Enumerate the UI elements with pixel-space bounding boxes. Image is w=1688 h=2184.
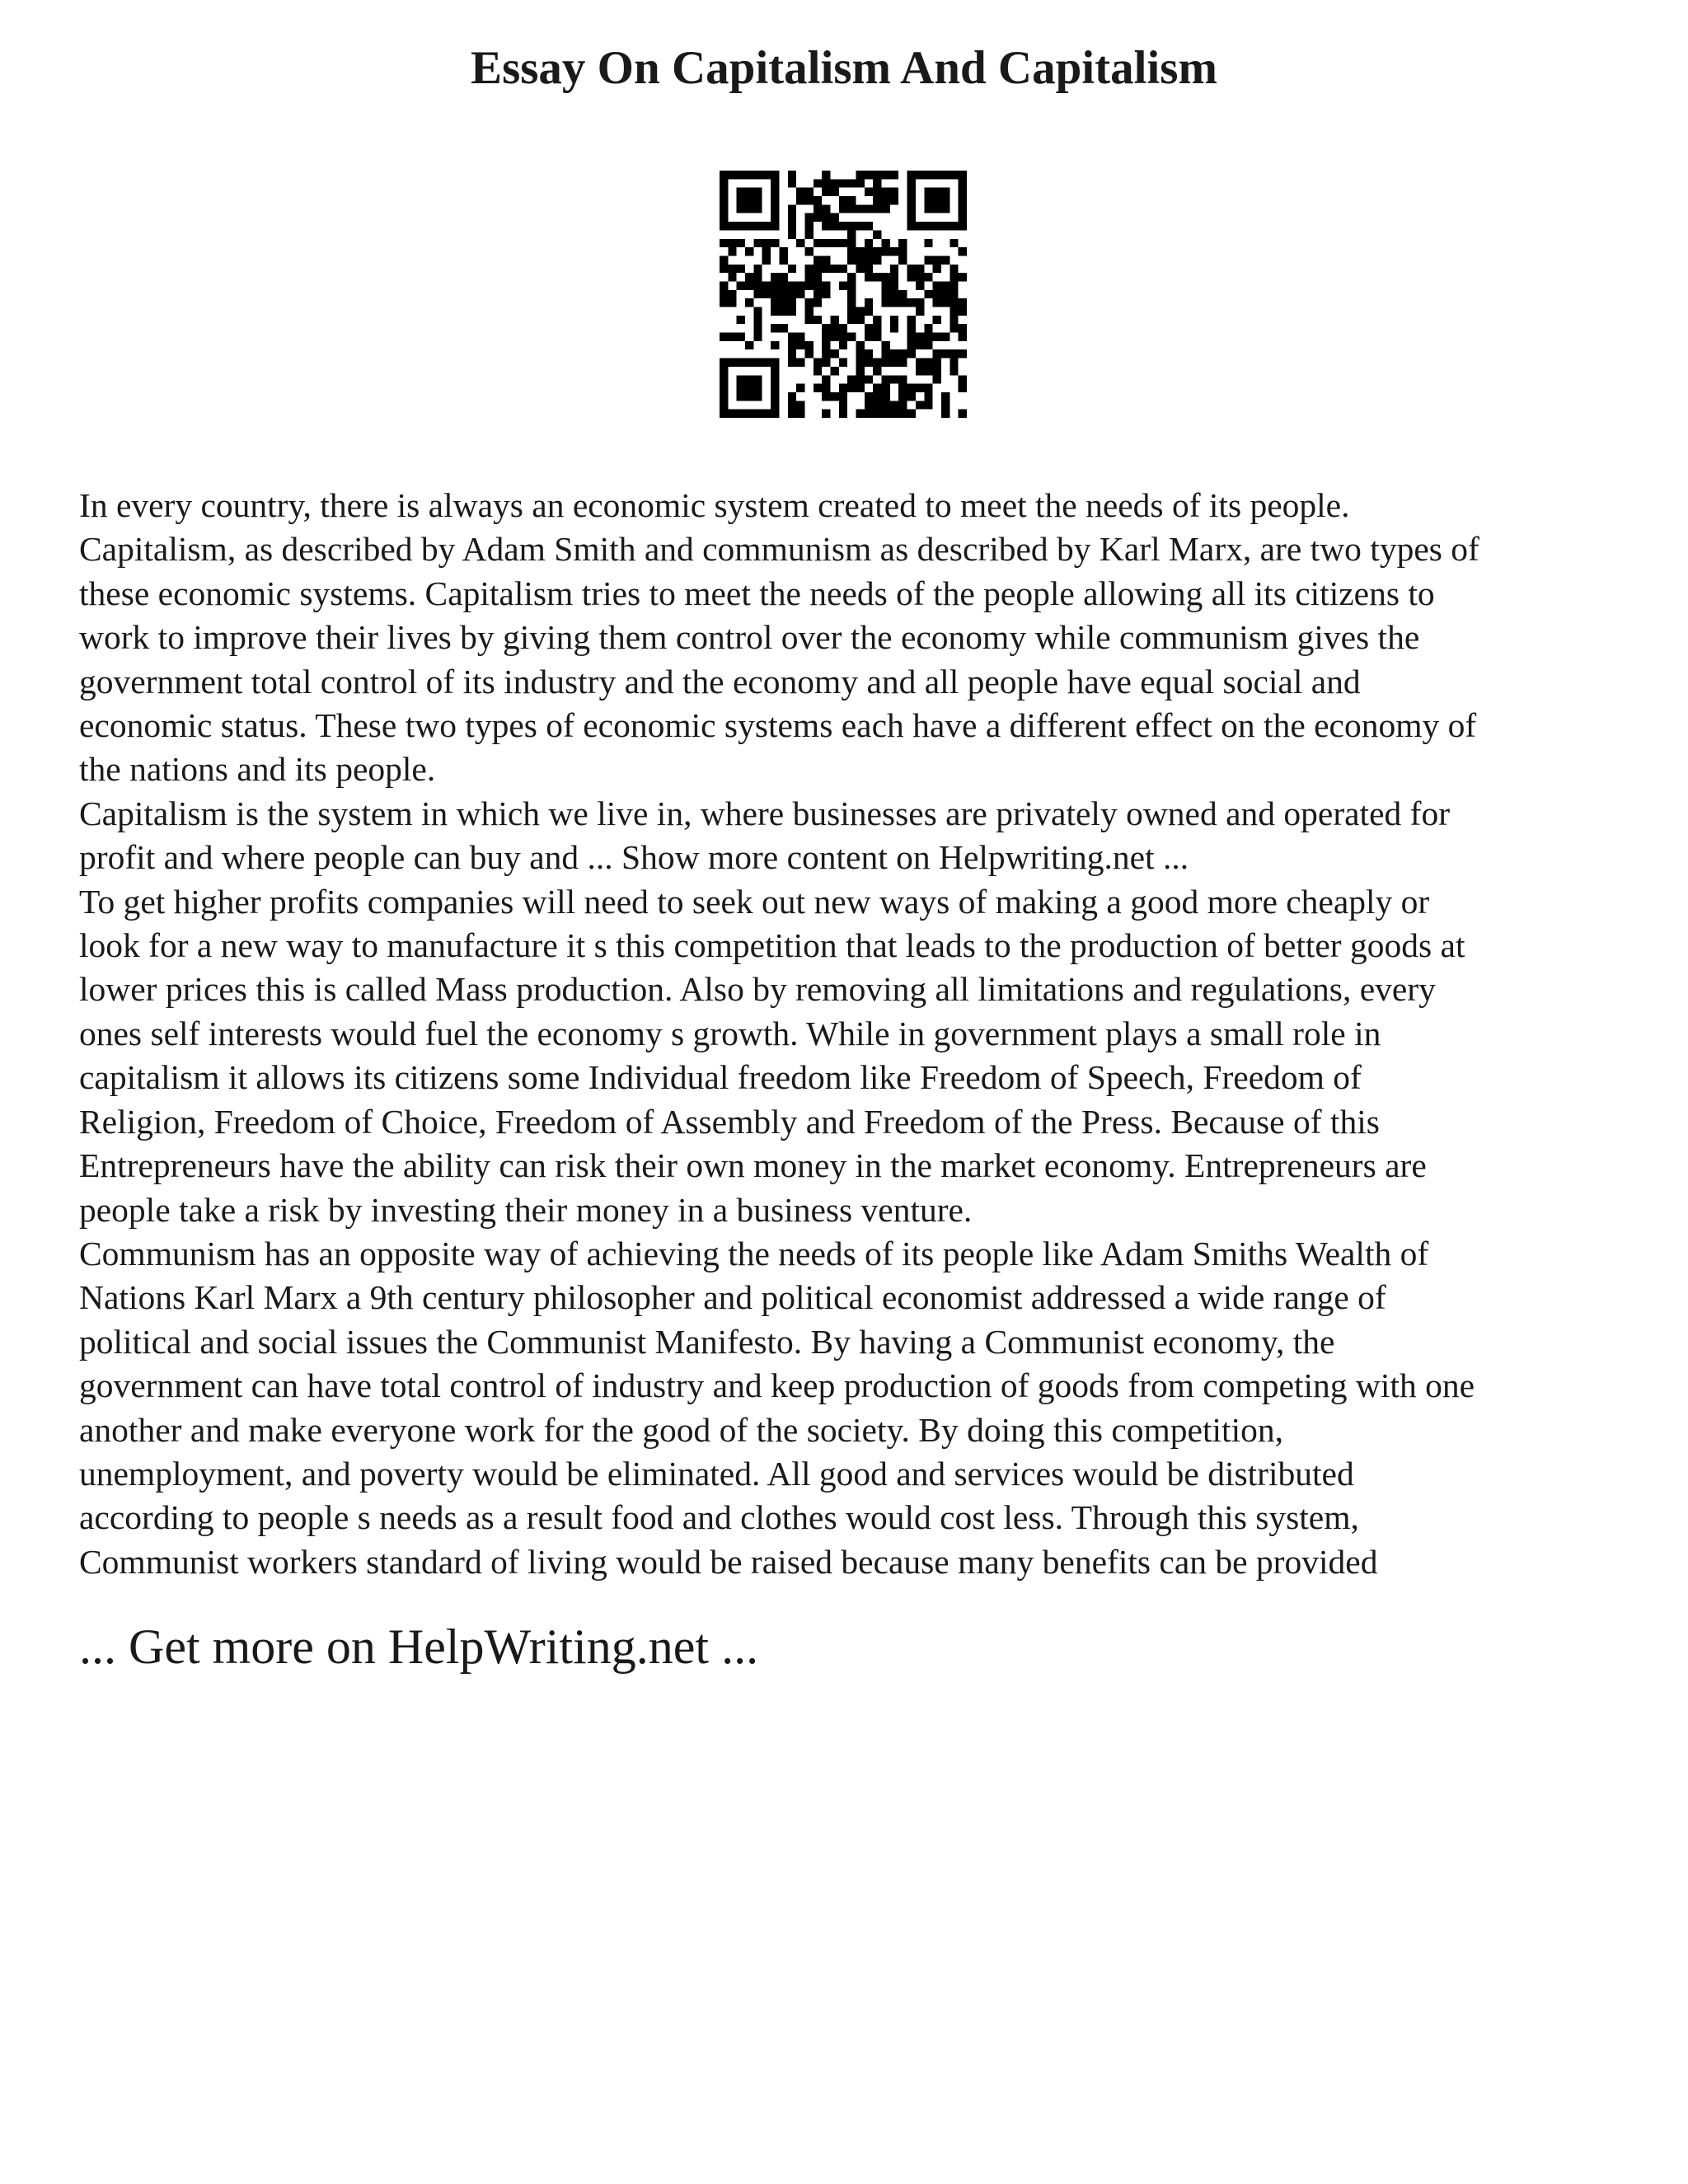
essay-line: another and make everyone work for the good of the society. By doing this competition, [79,1410,1283,1449]
essay-line: people take a risk by investing their money in a business venture. [79,1190,973,1229]
essay-body [79,484,1629,1584]
essay-line: capitalism it allows its citizens some Individual freedom like Freedom of Speech, Freedom of [79,1058,1362,1097]
essay-line: government total control of its industry and the economy and all people have equal social and [79,662,1361,701]
essay-line: Entrepreneurs have the ability can risk their own money in the market economy. Entrepreneurs are [79,1146,1427,1185]
essay-line: according to people s needs as a result food and clothes would cost less. Through this system, [79,1498,1359,1537]
essay-line: unemployment, and poverty would be eliminated. All good and services would be distributed [79,1454,1354,1493]
essay-line: Communist workers standard of living would be raised because many benefits can be provided [79,1542,1378,1581]
essay-line: the nations and its people. [79,750,436,789]
essay-line: profit and where people can buy and ... Show more content on Helpwriting.net ... [79,838,1189,877]
essay-line: economic status. These two types of economic systems each have a different effect on the economy of [79,706,1477,745]
essay-line: Communism has an opposite way of achieving the needs of its people like Adam Smiths Wealth of [79,1234,1429,1272]
essay-line: government can have total control of industry and keep production of goods from competing with one [79,1366,1475,1405]
essay-line: ones self interests would fuel the economy s growth. While in government plays a small role in [79,1014,1381,1052]
essay-line: Capitalism, as described by Adam Smith and communism as described by Karl Marx, are two types of [79,530,1479,569]
essay-line: In every country, there is always an economic system created to meet the needs of its people. [79,486,1350,524]
essay-line: lower prices this is called Mass production. Also by removing all limitations and regulations, every [79,970,1436,1009]
get-more-link[interactable]: ... Get more on HelpWriting.net ... [79,1619,759,1674]
document-title: Essay On Capitalism And Capitalism [471,42,1217,94]
essay-line: Religion, Freedom of Choice, Freedom of Assembly and Freedom of the Press. Because of this [79,1102,1380,1141]
essay-line: political and social issues the Communist Manifesto. By having a Communist economy, the [79,1322,1335,1361]
qr-code-icon [720,171,967,418]
essay-line: work to improve their lives by giving them control over the economy while communism gives the [79,618,1420,657]
essay-line: Nations Karl Marx a 9th century philosopher and political economist addressed a wide range of [79,1278,1386,1317]
essay-line: look for a new way to manufacture it s this competition that leads to the production of better goods at [79,926,1465,965]
essay-line: these economic systems. Capitalism tries to meet the needs of the people allowing all its citizens to [79,574,1435,612]
essay-line: To get higher profits companies will need to seek out new ways of making a good more cheaply or [79,882,1430,921]
essay-line: Capitalism is the system in which we live in, where businesses are privately owned and operated for [79,794,1451,832]
